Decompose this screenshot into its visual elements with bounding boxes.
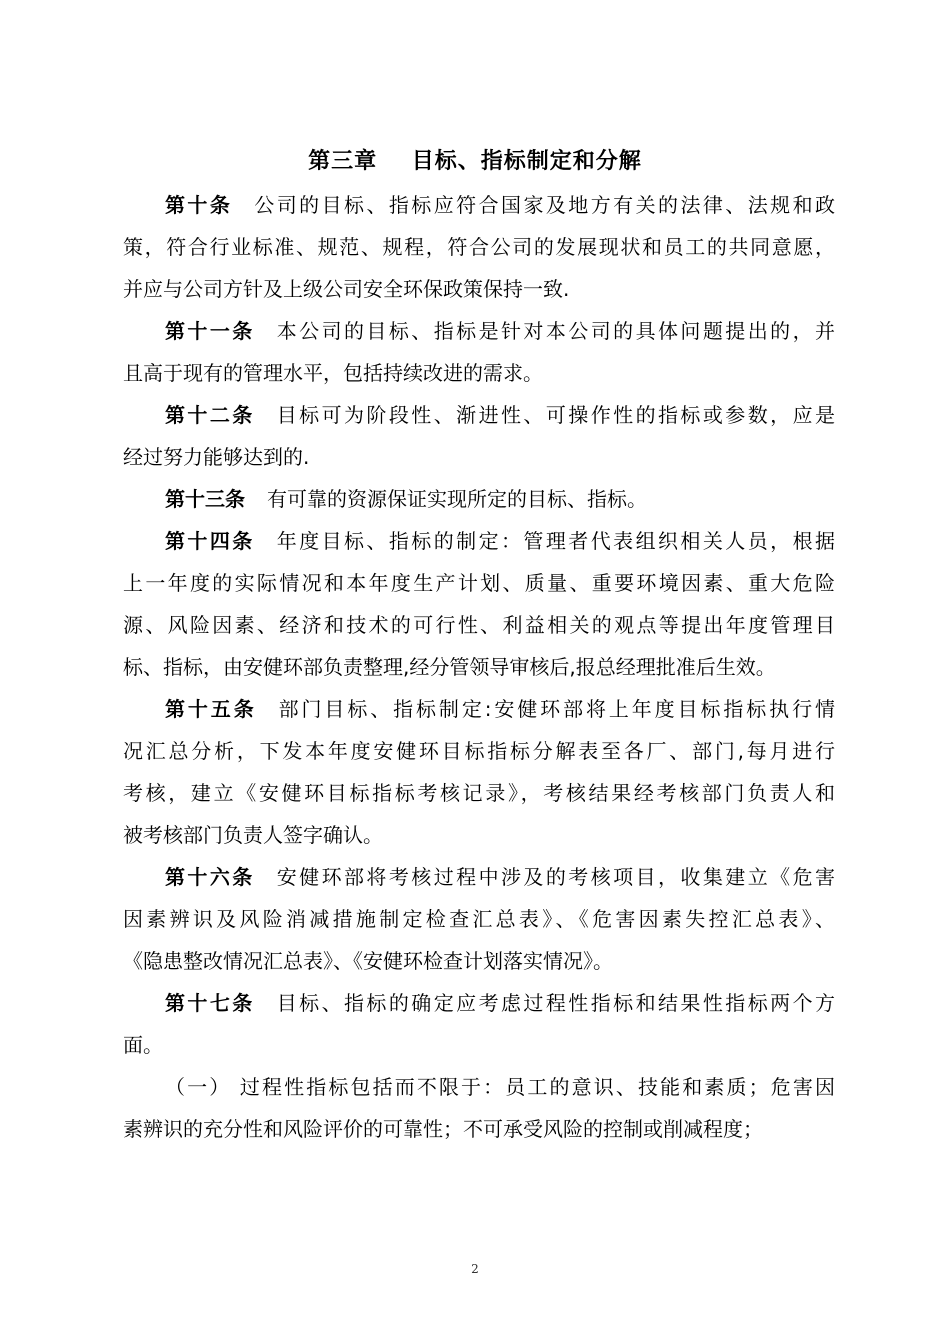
paragraph-line (123, 268, 835, 310)
article-text: 目标可为阶段性、渐进性、可操作性的指标或参数，应是 (276, 403, 835, 427)
article-text: 本公司的目标、指标是针对本公司的具体问题提出的，并 (276, 319, 835, 343)
paragraph-line (123, 184, 835, 226)
article-text: 源、风险因素、经济和技术的可行性、利益相关的观点等提出年度管理目 (123, 613, 835, 637)
article-text: 标、指标，由安健环部负责整理,经分管领导审核后,报总经理批准后生效。 (123, 655, 776, 679)
paragraph-line (123, 1108, 835, 1150)
paragraph-line (123, 520, 835, 562)
paragraph-line (123, 730, 835, 772)
article-label: 第十四条 (165, 529, 255, 553)
article-text: 安健环部将考核过程中涉及的考核项目，收集建立《危害 (276, 865, 835, 889)
paragraph-line (123, 646, 835, 688)
article-label: 第十二条 (165, 403, 255, 427)
article-label: 第十五条 (165, 697, 257, 721)
paragraph-line (123, 856, 835, 898)
paragraph-line (123, 814, 835, 856)
article-text: 策，符合行业标准、规范、规程，符合公司的发展现状和员工的共同意愿， (123, 235, 835, 259)
paragraph-line (123, 604, 835, 646)
chapter-title: 第三章 目标、指标制定和分解 (308, 149, 642, 174)
paragraph-line (123, 310, 835, 352)
article-text: 年度目标、指标的制定：管理者代表组织相关人员，根据 (276, 529, 835, 553)
article-text: 考核，建立《安健环目标指标考核记录》，考核结果经考核部门负责人和 (123, 781, 835, 805)
article-text: 有可靠的资源保证实现所定的目标、指标。 (267, 487, 647, 511)
article-paragraph (123, 310, 835, 394)
article-text: 经过努力能够达到的. (123, 445, 310, 469)
article-text: 因素辨识及风险消减措施制定检查汇总表》、《危害因素失控汇总表》、 (123, 907, 835, 931)
article-text: 被考核部门负责人签字确认。 (123, 823, 383, 847)
paragraph-line (123, 394, 835, 436)
article-paragraph (123, 688, 835, 856)
article-paragraph (123, 520, 835, 688)
paragraph-line (123, 562, 835, 604)
article-text: 况汇总分析，下发本年度安健环目标指标分解表至各厂、部门,每月进行 (123, 739, 835, 763)
article-label: 第十三条 (165, 487, 245, 511)
article-paragraph (123, 982, 835, 1066)
article-label: 第十六条 (165, 865, 255, 889)
article-text: 部门目标、指标制定:安健环部将上年度目标指标执行情 (278, 697, 835, 721)
article-text: 上一年度的实际情况和本年度生产计划、质量、重要环境因素、重大危险 (123, 571, 835, 595)
article-text: （一） 过程性指标包括而不限于：员工的意识、技能和素质；危害因 (165, 1075, 835, 1099)
article-paragraph (123, 478, 835, 520)
article-paragraph (123, 394, 835, 478)
paragraph-line (123, 772, 835, 814)
paragraph-line (123, 352, 835, 394)
article-paragraph (123, 856, 835, 982)
article-text: 素辨识的充分性和风险评价的可靠性；不可承受风险的控制或削减程度； (123, 1117, 763, 1141)
article-label: 第十条 (165, 193, 233, 217)
paragraph-line (123, 436, 835, 478)
paragraph-line (123, 898, 835, 940)
article-paragraph (123, 184, 835, 310)
article-text: 面。 (123, 1033, 163, 1057)
article-label: 第十七条 (165, 991, 255, 1015)
paragraph-line (123, 1024, 835, 1066)
paragraph-line (123, 226, 835, 268)
paragraph-line (123, 940, 835, 982)
article-text: 并应与公司方针及上级公司安全环保政策保持一致. (123, 277, 570, 301)
paragraph-line (123, 688, 835, 730)
document-body (123, 184, 835, 1150)
article-text: 《隐患整改情况汇总表》、《安健环检查计划落实情况》。 (123, 949, 613, 973)
article-text: 目标、指标的确定应考虑过程性指标和结果性指标两个方 (276, 991, 835, 1015)
article-label: 第十一条 (165, 319, 255, 343)
page-number: 2 (471, 1262, 479, 1276)
article-text: 且高于现有的管理水平，包括持续改进的需求。 (123, 361, 543, 385)
article-text: 公司的目标、指标应符合国家及地方有关的法律、法规和政 (254, 193, 835, 217)
paragraph-line (123, 478, 835, 520)
paragraph-line (123, 982, 835, 1024)
article-paragraph (123, 1066, 835, 1150)
paragraph-line (123, 1066, 835, 1108)
